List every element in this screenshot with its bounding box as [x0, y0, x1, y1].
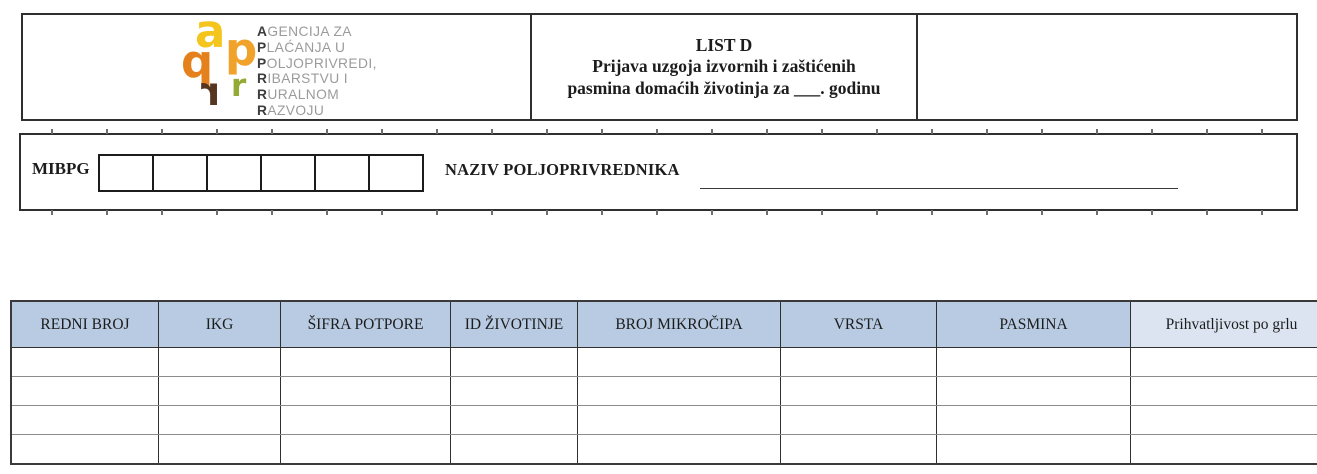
column-header: BROJ MIKROČIPA [578, 301, 781, 348]
logo-text-line: POLJOPRIVREDI, [257, 55, 377, 71]
empty-cell [578, 348, 781, 377]
empty-cell [937, 435, 1131, 465]
column-header: ŠIFRA POTPORE [281, 301, 451, 348]
column-header: PASMINA [937, 301, 1131, 348]
empty-cell [159, 406, 281, 435]
mibpg-digit-cell [370, 156, 422, 190]
empty-cell [11, 435, 159, 465]
apprrr-logo-text [257, 24, 377, 119]
table-row [11, 348, 1317, 377]
empty-cell [578, 406, 781, 435]
mibpg-digit-cell [262, 156, 316, 190]
form-title-line-1: Prijava uzgoja izvornih i zaštićenih [592, 56, 856, 77]
logo-text-line: RIBARSTVU I [257, 71, 349, 87]
logo-letter: p [225, 23, 258, 76]
empty-cell [11, 406, 159, 435]
table-row [11, 406, 1317, 435]
empty-cell [281, 406, 451, 435]
logo-text-line: RAZVOJU [257, 102, 325, 118]
table-row [11, 435, 1317, 465]
logo-letter: r [201, 70, 221, 115]
table-row [11, 377, 1317, 406]
empty-cell [451, 435, 578, 465]
animal-registration-table [10, 300, 1317, 465]
mibpg-label: MIBPG [32, 159, 90, 178]
form-title-section [532, 15, 918, 119]
column-header: Prihvatljivost po grlu [1131, 301, 1317, 348]
animal-table-header-row [11, 301, 1317, 348]
mibpg-digit-cell [208, 156, 262, 190]
empty-cell [451, 348, 578, 377]
column-header: ID ŽIVOTINJE [451, 301, 578, 348]
column-header: IKG [159, 301, 281, 348]
logo-letter: r [231, 68, 247, 104]
column-header: REDNI BROJ [11, 301, 159, 348]
farmer-id-box [19, 133, 1298, 211]
logo-letter: a [195, 5, 226, 58]
logo-section [23, 5, 532, 119]
logo-text-line: RURALNOM [257, 87, 340, 103]
empty-cell [781, 348, 937, 377]
logo-text-line: AGENCIJA ZA [257, 24, 352, 39]
mibpg-digit-cell [316, 156, 370, 190]
logo-text-line: PLAĆANJA U [257, 39, 346, 55]
cut-marks-top [51, 129, 1286, 134]
empty-cell [451, 377, 578, 406]
mibpg-digit-cell [100, 156, 154, 190]
form-header-box [21, 5, 1298, 121]
empty-cell [781, 435, 937, 465]
empty-cell [11, 377, 159, 406]
empty-cell [159, 348, 281, 377]
empty-cell [11, 348, 159, 377]
logo-letter: q [181, 35, 214, 88]
empty-cell [451, 406, 578, 435]
form-sheet-label: LIST D [695, 34, 753, 55]
empty-cell [1131, 377, 1317, 406]
mibpg-digit-cell [154, 156, 208, 190]
empty-cell [281, 348, 451, 377]
farmer-name-label: NAZIV POLJOPRIVREDNIKA [445, 160, 680, 179]
empty-cell [159, 377, 281, 406]
empty-cell [281, 435, 451, 465]
mibpg-cell-strip [98, 154, 424, 192]
empty-cell [1131, 406, 1317, 435]
empty-cell [281, 377, 451, 406]
empty-cell [1131, 435, 1317, 465]
empty-cell [578, 377, 781, 406]
empty-cell [578, 435, 781, 465]
column-header: VRSTA [781, 301, 937, 348]
empty-cell [937, 377, 1131, 406]
farmer-name-blank-line [700, 188, 1178, 189]
empty-cell [937, 348, 1131, 377]
empty-cell [1131, 348, 1317, 377]
cut-marks-bottom [51, 210, 1286, 215]
empty-cell [159, 435, 281, 465]
form-title-line-2: pasmina domaćih životinja za ___. godinu [567, 77, 881, 98]
header-empty-section [918, 15, 1296, 119]
empty-cell [937, 406, 1131, 435]
empty-cell [781, 377, 937, 406]
empty-cell [781, 406, 937, 435]
animal-table-body [11, 348, 1317, 465]
